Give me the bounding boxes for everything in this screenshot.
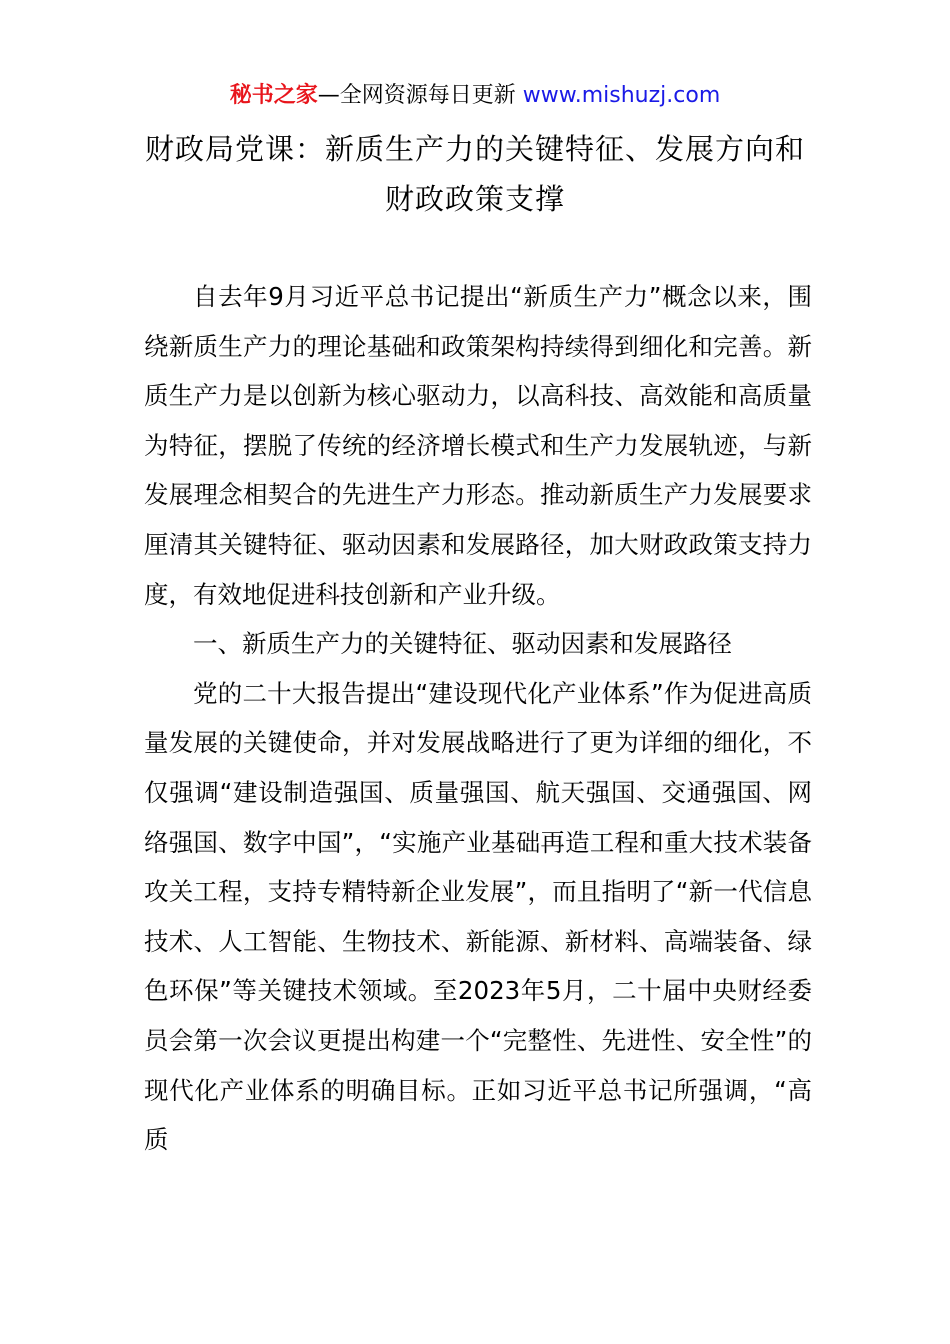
site-header [0, 80, 950, 112]
document-title: 财政局党课：新质生产力的关键特征、发展方向和财政政策支撑 [144, 132, 805, 216]
body-paragraph: 党的二十大报告提出“建设现代化产业体系”作为促进高质量发展的关键使命，并对发展战略进行了更为详细的细化，不仅强调“建设制造强国、质量强国、航天强国、交通强国、网络强国、数字中国”，“实施产业基础再造工程和重大技术装备攻关工程，支持专精特新企业发展”，而且指明了“新一代信息技术、人工智能、生物技术、新能源、新材料、高端装备、绿色环保”等关键技术领域。至2023年5月，二十届中央财经委员会第一次会议更提出构建一个“完整性、先进性、安全性”的现代化产业体系的明确目标。正如习近平总书记所强调，“高质 [144, 678, 812, 1155]
section-heading-1: 一、新质生产力的关键特征、驱动因素和发展路径 [193, 629, 732, 659]
intro-paragraph: 自去年9月习近平总书记提出“新质生产力”概念以来，围绕新质生产力的理论基础和政策架构持续得到细化和完善。新质生产力是以创新为核心驱动力，以高科技、高效能和高质量为特征，摆脱了传统的经济增长模式和生产力发展轨迹，与新发展理念相契合的先进生产力形态。推动新质生产力发展要求厘清其关键特征、驱动因素和发展路径，加大财政政策支持力度，有效地促进科技创新和产业升级。 [144, 282, 812, 609]
site-url-link[interactable]: www.mishuzj.com [522, 83, 721, 108]
site-brand: 秘书之家 [229, 83, 318, 108]
document-body [144, 272, 812, 1165]
site-tagline: —全网资源每日更新 [317, 83, 523, 108]
